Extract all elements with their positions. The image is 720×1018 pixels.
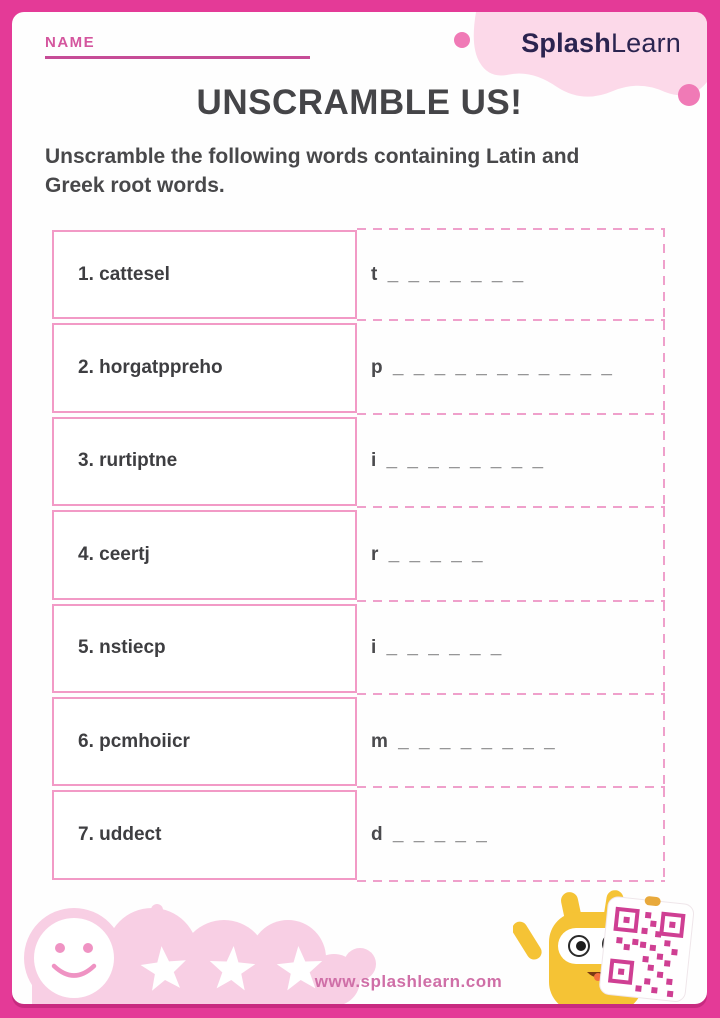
- answer-blank[interactable]: i _ _ _ _ _ _ _ _: [357, 415, 665, 508]
- table-row: [52, 228, 665, 321]
- website-url: www.splashlearn.com: [314, 972, 503, 991]
- splashlearn-logo: [521, 28, 681, 59]
- scrambled-word: 6. pcmhoiicr: [52, 697, 357, 786]
- worksheet-card: [12, 12, 707, 1004]
- scrambled-word: 4. ceertj: [52, 510, 357, 599]
- scrambled-word: 7. uddect: [52, 790, 357, 879]
- answer-blank[interactable]: p _ _ _ _ _ _ _ _ _ _ _: [357, 321, 665, 414]
- dot-decoration: [454, 32, 470, 48]
- logo-learn-text: Learn: [610, 28, 681, 58]
- answer-blank[interactable]: r _ _ _ _ _: [357, 508, 665, 601]
- answer-blank[interactable]: t _ _ _ _ _ _ _: [357, 228, 665, 321]
- name-blank-line[interactable]: [45, 56, 310, 59]
- name-label: NAME: [45, 34, 96, 51]
- unscramble-table: [52, 228, 665, 882]
- name-field: [45, 34, 310, 59]
- instructions-text: Unscramble the following words containing Latin and Greek root words.: [45, 145, 580, 198]
- table-row: [52, 788, 665, 881]
- logo-splash-text: Splash: [521, 28, 611, 58]
- mascot-icon: [513, 890, 701, 1004]
- scrambled-word: 5. nstiecp: [52, 604, 357, 693]
- answer-blank[interactable]: m _ _ _ _ _ _ _ _: [357, 695, 665, 788]
- scrambled-word: 3. rurtiptne: [52, 417, 357, 506]
- scrambled-word: 2. horgatppreho: [52, 323, 357, 412]
- table-row: [52, 695, 665, 788]
- qr-code-icon: [599, 892, 695, 1002]
- table-row: [52, 508, 665, 601]
- table-row: [52, 321, 665, 414]
- table-row: [52, 602, 665, 695]
- table-row: [52, 415, 665, 508]
- answer-blank[interactable]: i _ _ _ _ _ _: [357, 602, 665, 695]
- scrambled-word: 1. cattesel: [52, 230, 357, 319]
- answer-blank[interactable]: d _ _ _ _ _: [357, 788, 665, 881]
- page-title: UNSCRAMBLE US!: [196, 83, 523, 122]
